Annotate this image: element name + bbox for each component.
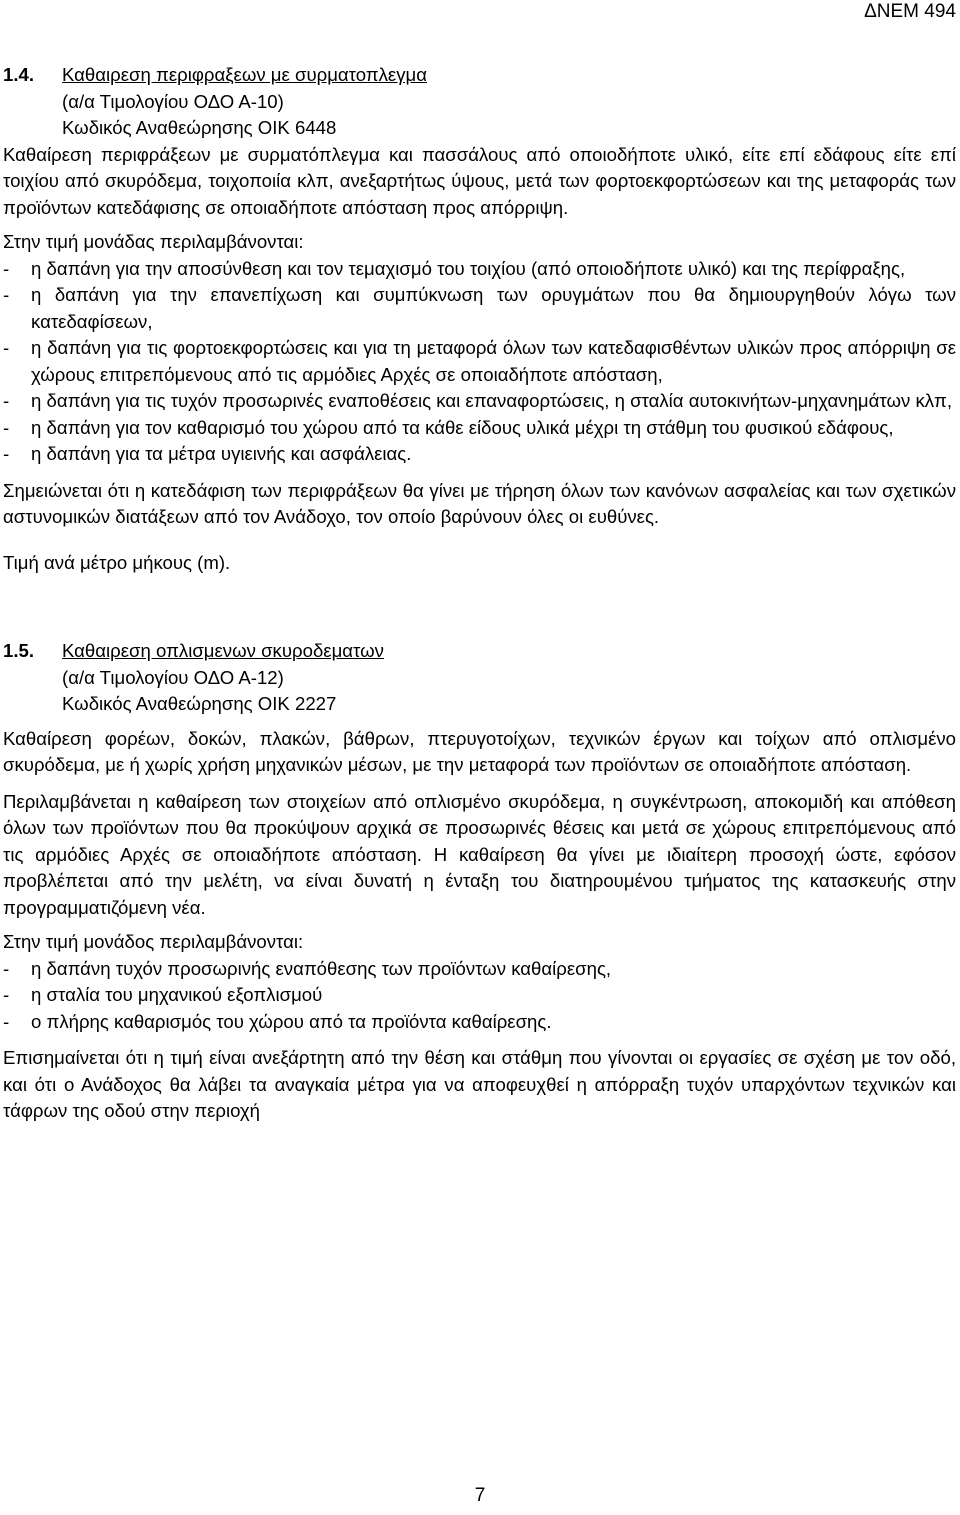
list-item: - η δαπάνη για τις τυχόν προσωρινές εναποθέσεις και επαναφορτώσεις, η σταλία αυτοκινήτων-μηχανημάτων κλπ, xyxy=(3,390,953,411)
list-item: - η δαπάνη για τα μέτρα υγιεινής και ασφάλειας. xyxy=(3,443,412,464)
includes-heading: Στην τιμή μονάδας περιλαμβάνονται: xyxy=(3,231,304,252)
list-item: - ο πλήρης καθαρισμός του χώρου από τα προϊόντα καθαίρεσης. xyxy=(3,1010,552,1032)
section-number: 1.4. xyxy=(3,64,35,85)
list-item: - η σταλία του μηχανικού εξοπλισμού xyxy=(3,984,323,1005)
list-item: - η δαπάνη για την επανεπίχωση και συμπύκνωση των ορυγμάτων που θα δημιουργηθούν λόγω των κατεδαφίσεων, xyxy=(3,284,956,332)
section-number: 1.5. xyxy=(3,640,35,661)
section-subtitle: (α/α Τιμολογίου ΟΔΟ Α-12) xyxy=(62,666,284,688)
page-header-ref: ΔΝΕΜ 494 xyxy=(864,1,956,22)
section-subtitle: Κωδικός Αναθεώρησης ΟΙΚ 2227 xyxy=(62,693,337,714)
section-1-4-heading xyxy=(3,62,956,142)
section-scope: Περιλαμβάνεται η καθαίρεση των στοιχείων από οπλισμένο σκυρόδεμα, η συγκέντρωση, αποκομιδή και απόθεση όλων των προϊόντων που θα προκύψουν αρχικά σε προσωρινές θέσεις και μετά σε χώρους επιτρεπόμενους από τις αρμόδιες Αρχές σε οποιαδήποτε απόσταση. Η καθαίρεση θα γίνει με ιδιαίτερη προσοχή ώστε, εφόσον προβλέπεται από την μελέτη, να είναι δυνατή η ένταξη του διατηρουμένου τμήματος της κατασκευής στην προγραμματιζόμενη νέα. xyxy=(3,790,956,918)
section-title: Καθαιρεση οπλισμενων σκυροδεματων xyxy=(62,640,384,661)
document-page xyxy=(3,0,956,1125)
section-note: Επισημαίνεται ότι η τιμή είναι ανεξάρτητη από την θέση και στάθμη που γίνονται οι εργασίες σε σχέση με τον οδό, και ότι ο Ανάδοχος θα λάβει τα αναγκαία μέτρα για να αποφευχθεί η απόρραξη τυχόν υπαρχόντων τεχνικών και τάφρων της οδού στην περιοχή xyxy=(3,1047,956,1121)
unit-price: Τιμή ανά μέτρο μήκους (m). xyxy=(3,551,231,573)
includes-list xyxy=(3,956,956,1036)
includes-list xyxy=(3,256,956,468)
list-item: - η δαπάνη για την αποσύνθεση και τον τεμαχισμό του τοιχίου (από οποιοδήποτε υλικό) και της περίφραξης, xyxy=(3,257,906,279)
list-item: - η δαπάνη για τον καθαρισμό του χώρου από τα κάθε είδους υλικά μέχρι τη στάθμη του φυσικού εδάφους, xyxy=(3,416,894,438)
section-1-5-heading xyxy=(3,638,956,718)
section-description: Καθαίρεση φορέων, δοκών, πλακών, βάθρων, πτερυγοτοίχων, τεχνικών έργων και τοίχων από οπλισμένο σκυρόδεμα, με ή χωρίς χρήση μηχανικών μέσων, με την μεταφορά των προϊόντων σε οποιαδήποτε απόσταση. xyxy=(3,727,956,775)
section-subtitle: (α/α Τιμολογίου ΟΔΟ Α-10) xyxy=(62,90,284,112)
section-subtitle: Κωδικός Αναθεώρησης ΟΙΚ 6448 xyxy=(62,117,337,138)
includes-heading: Στην τιμή μονάδος περιλαμβάνονται: xyxy=(3,931,304,952)
list-item: - η δαπάνη τυχόν προσωρινής εναπόθεσης των προϊόντων καθαίρεσης, xyxy=(3,957,612,979)
section-description: Καθαίρεση περιφράξεων με συρματόπλεγμα και πασσάλους από οποιοδήποτε υλικό, είτε επί εδάφους είτε επί τοιχίου από σκυρόδεμα, τοιχοποιία κλπ, ανεξαρτήτως ύψους, μετά των φορτοεκφορτώσεων και της μεταφοράς των προϊόντων κατεδάφισης σε οποιαδήποτε απόσταση προς απόρριψη. xyxy=(3,143,956,218)
list-item: - η δαπάνη για τις φορτοεκφορτώσεις και για τη μεταφορά όλων των κατεδαφισθέντων υλικών προς απόρριψη σε χώρους επιτρεπόμενους από τις αρμόδιες Αρχές σε οποιαδήποτε απόσταση, xyxy=(3,337,956,385)
page-number: 7 xyxy=(474,1485,486,1506)
section-title: Καθαιρεση περιφραξεων με συρματοπλεγμα xyxy=(62,64,427,85)
section-note: Σημειώνεται ότι η κατεδάφιση των περιφράξεων θα γίνει με τήρηση όλων των κανόνων ασφαλείας και των σχετικών αστυνομικών διατάξεων από τον Ανάδοχο, τον οποίο βαρύνουν όλες οι ευθύνες. xyxy=(3,479,956,527)
